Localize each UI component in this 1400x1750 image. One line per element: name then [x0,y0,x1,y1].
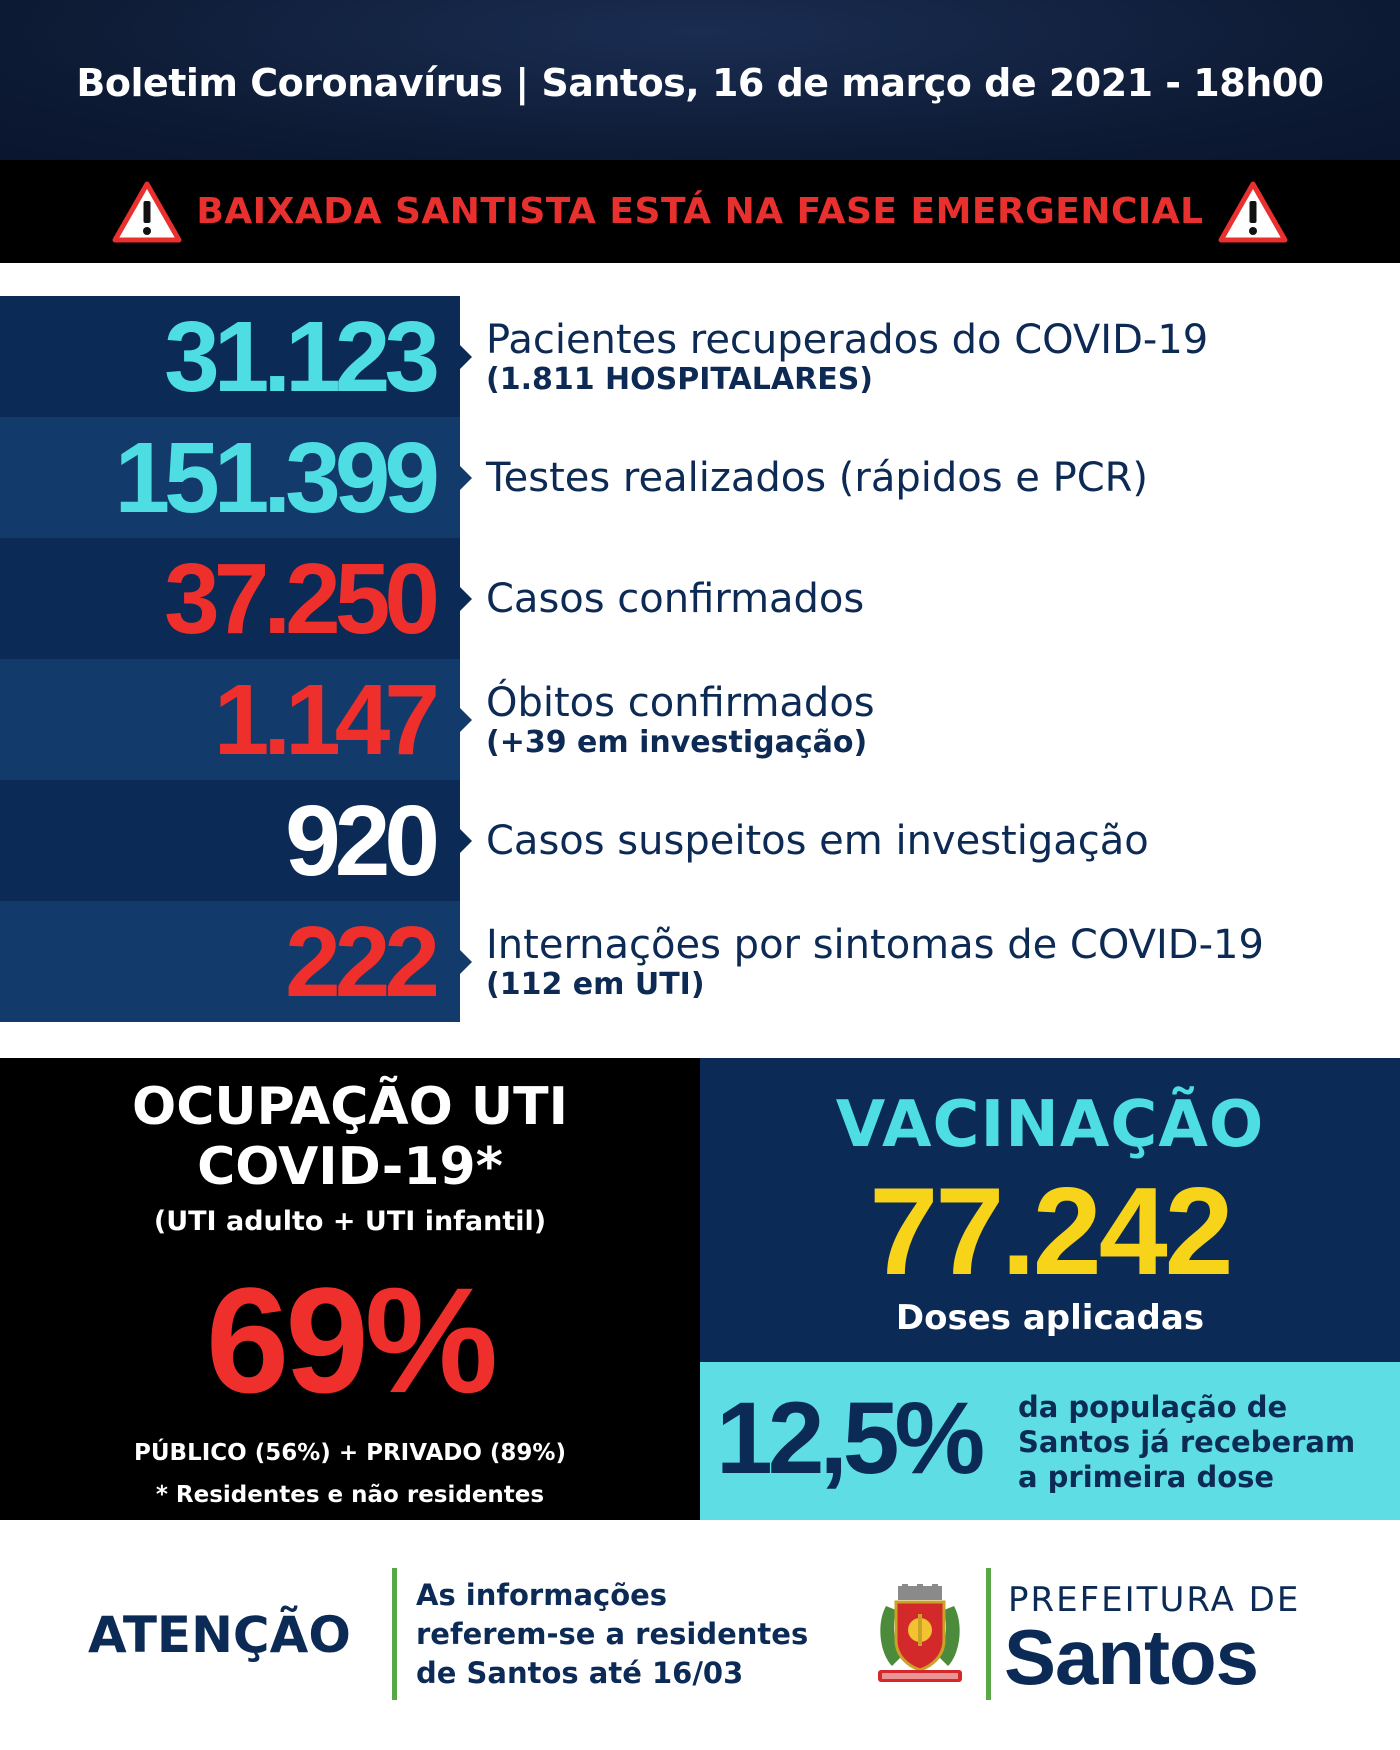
uti-title: OCUPAÇÃO UTI COVID-19* [132,1077,568,1197]
footer-info: As informações referem-se a residentes de Santos até 16/03 [416,1578,809,1691]
stat-value: 151.399 [114,421,434,534]
stat-row-recuperados [0,296,1400,417]
alert-text: BAIXADA SANTISTA ESTÁ NA FASE EMERGENCIAL [196,191,1204,232]
uti-subtitle: (UTI adulto + UTI infantil) [153,1206,547,1237]
stat-row-casos [0,538,1400,659]
population-percent: 12,5% [716,1381,981,1495]
chevron-right-icon [460,345,472,369]
stat-label: Pacientes recuperados do COVID-19 [486,317,1209,363]
chevron-right-icon [460,950,472,974]
population-text: da população de Santos já receberam a primeira dose [1018,1390,1356,1494]
prefeitura-label: PREFEITURA DE [1008,1580,1301,1620]
uti-footnote: * Residentes e não residentes [155,1482,545,1508]
vaccination-title: VACINAÇÃO [835,1088,1265,1162]
divider [392,1568,397,1700]
doses-value: 77.242 [869,1163,1231,1301]
stat-value: 1.147 [213,663,434,776]
stat-label: Testes realizados (rápidos e PCR) [486,454,1149,501]
divider [986,1568,991,1700]
vaccination-panel [700,1058,1400,1362]
uti-percent: 69% [205,1256,495,1424]
attention-label: ATENÇÃO [88,1606,351,1664]
stat-row-suspeitos [0,780,1400,901]
stat-sub: (+39 em investigação) [486,725,868,760]
stat-label: Óbitos confirmados [486,680,875,726]
alert-banner [0,160,1400,263]
stat-row-internacoes [0,901,1400,1022]
stat-row-obitos [0,659,1400,780]
stats-list [0,296,1400,1020]
stat-value: 920 [285,784,434,897]
stat-value: 222 [285,905,434,1018]
prefeitura-name: Santos [1004,1613,1259,1701]
chevron-right-icon [460,587,472,611]
warning-triangle-icon [1218,181,1288,243]
stat-label: Casos confirmados [486,575,865,622]
stat-label: Casos suspeitos em investigação [486,817,1149,864]
santos-crest-icon [872,1584,968,1688]
stat-row-testes [0,417,1400,538]
footer [0,1520,1400,1750]
stat-value: 31.123 [164,300,434,413]
chevron-right-icon [460,466,472,490]
population-panel [700,1362,1400,1520]
stat-value: 37.250 [164,542,434,655]
stat-sub: (112 em UTI) [486,967,705,1002]
doses-label: Doses aplicadas [895,1298,1205,1338]
uti-breakdown: PÚBLICO (56%) + PRIVADO (89%) [134,1440,566,1466]
uti-occupancy-panel [0,1058,700,1520]
stat-label: Internações por sintomas de COVID-19 [486,922,1264,968]
header [0,0,1400,160]
warning-triangle-icon [112,181,182,243]
chevron-right-icon [460,829,472,853]
page-title: Boletim Coronavírus | Santos, 16 de março de 2021 - 18h00 [76,61,1324,105]
stat-sub: (1.811 HOSPITALARES) [486,362,874,397]
chevron-right-icon [460,708,472,732]
